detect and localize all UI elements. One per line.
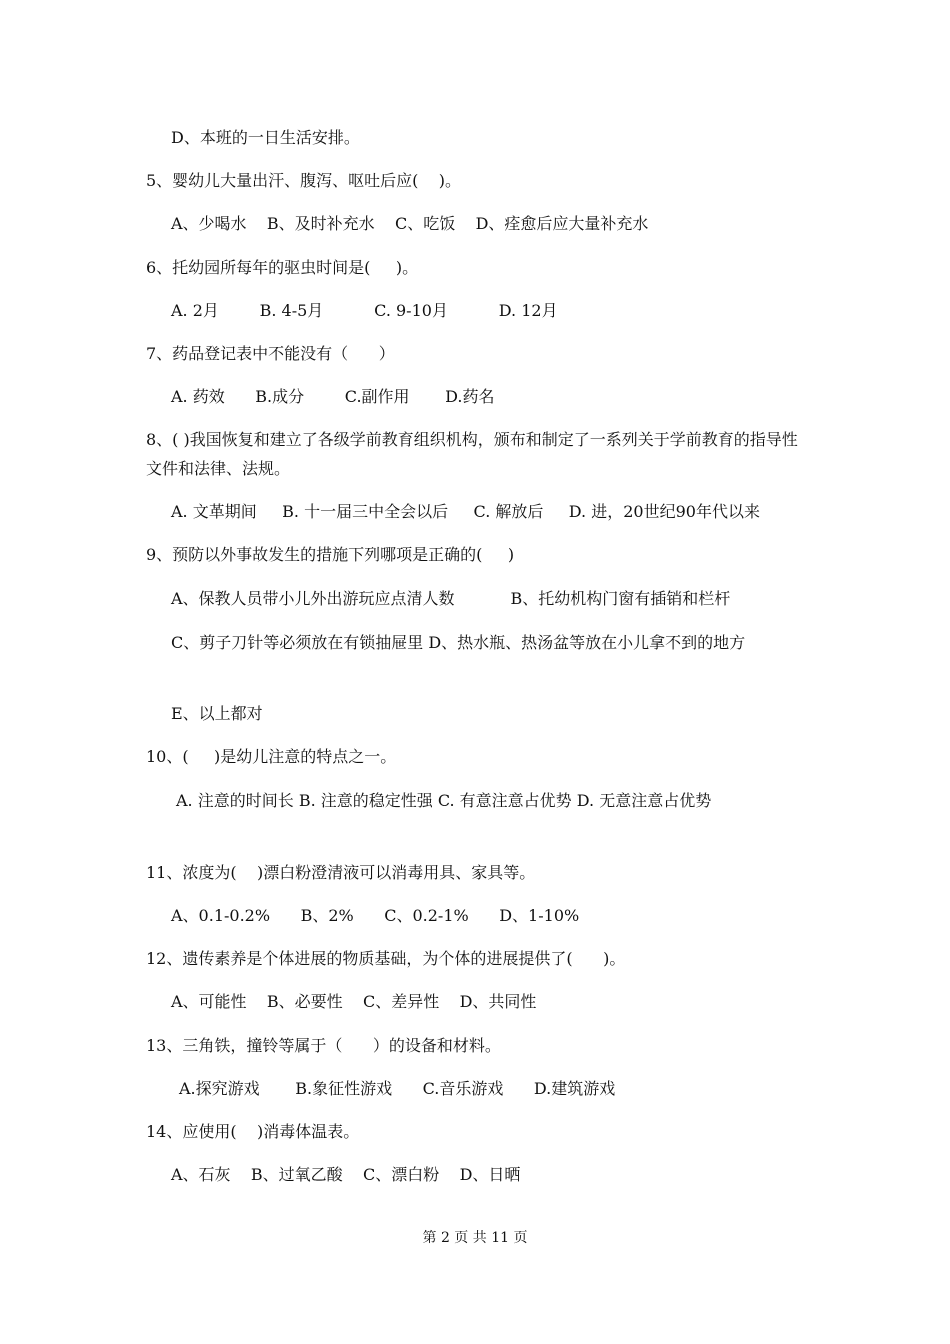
options-11: A、0.1-0.2% B、2% C、0.2-1% D、1-10% bbox=[171, 906, 580, 925]
options-13: A.探究游戏 B.象征性游戏 C.音乐游戏 D.建筑游戏 bbox=[179, 1079, 616, 1098]
options-9-ab: A、保教人员带小儿外出游玩应点清人数 B、托幼机构门窗有插销和栏杆 bbox=[171, 589, 731, 608]
question-12: 12、遗传素养是个体进展的物质基础，为个体的进展提供了( )。 bbox=[146, 949, 626, 968]
options-9-e: E、以上都对 bbox=[171, 704, 263, 723]
options-5: A、少喝水 B、及时补充水 C、吃饭 D、痊愈后应大量补充水 bbox=[171, 214, 649, 233]
options-10: A. 注意的时间长 B. 注意的稳定性强 C. 有意注意占优势 D. 无意注意占优势 bbox=[176, 791, 712, 810]
question-9: 9、预防以外事故发生的措施下列哪项是正确的( ) bbox=[146, 545, 515, 564]
page-footer: 第 2 页 共 11 页 bbox=[422, 1230, 528, 1246]
options-8: A. 文革期间 B. 十一届三中全会以后 C. 解放后 D. 进，20世纪90年代以来 bbox=[171, 502, 760, 521]
question-7: 7、药品登记表中不能没有（ ） bbox=[146, 344, 395, 363]
question-5: 5、婴幼儿大量出汗、腹泻、呕吐后应( )。 bbox=[146, 171, 462, 190]
options-7: A. 药效 B.成分 C.副作用 D.药名 bbox=[171, 387, 495, 406]
options-12: A、可能性 B、必要性 C、差异性 D、共同性 bbox=[171, 992, 537, 1011]
question-13: 13、三角铁，撞铃等属于（ ）的设备和材料。 bbox=[146, 1036, 501, 1055]
options-6: A. 2月 B. 4-5月 C. 9-10月 D. 12月 bbox=[171, 301, 558, 320]
question-10: 10、( )是幼儿注意的特点之一。 bbox=[146, 747, 397, 766]
question-11: 11、浓度为( )漂白粉澄清液可以消毒用具、家具等。 bbox=[146, 863, 536, 882]
options-9-cd: C、剪子刀针等必须放在有锁抽屉里 D、热水瓶、热汤盆等放在小儿拿不到的地方 bbox=[171, 633, 746, 652]
question-6: 6、托幼园所每年的驱虫时间是( )。 bbox=[146, 258, 419, 277]
question-14: 14、应使用( )消毒体温表。 bbox=[146, 1122, 360, 1141]
options-14: A、石灰 B、过氧乙酸 C、漂白粉 D、日晒 bbox=[171, 1165, 521, 1184]
question-8: 8、( )我国恢复和建立了各级学前教育组织机构，颁布和制定了一系列关于学前教育的指导性文件和法律、法规。 bbox=[146, 430, 798, 478]
line-1: D、本班的一日生活安排。 bbox=[171, 128, 360, 147]
